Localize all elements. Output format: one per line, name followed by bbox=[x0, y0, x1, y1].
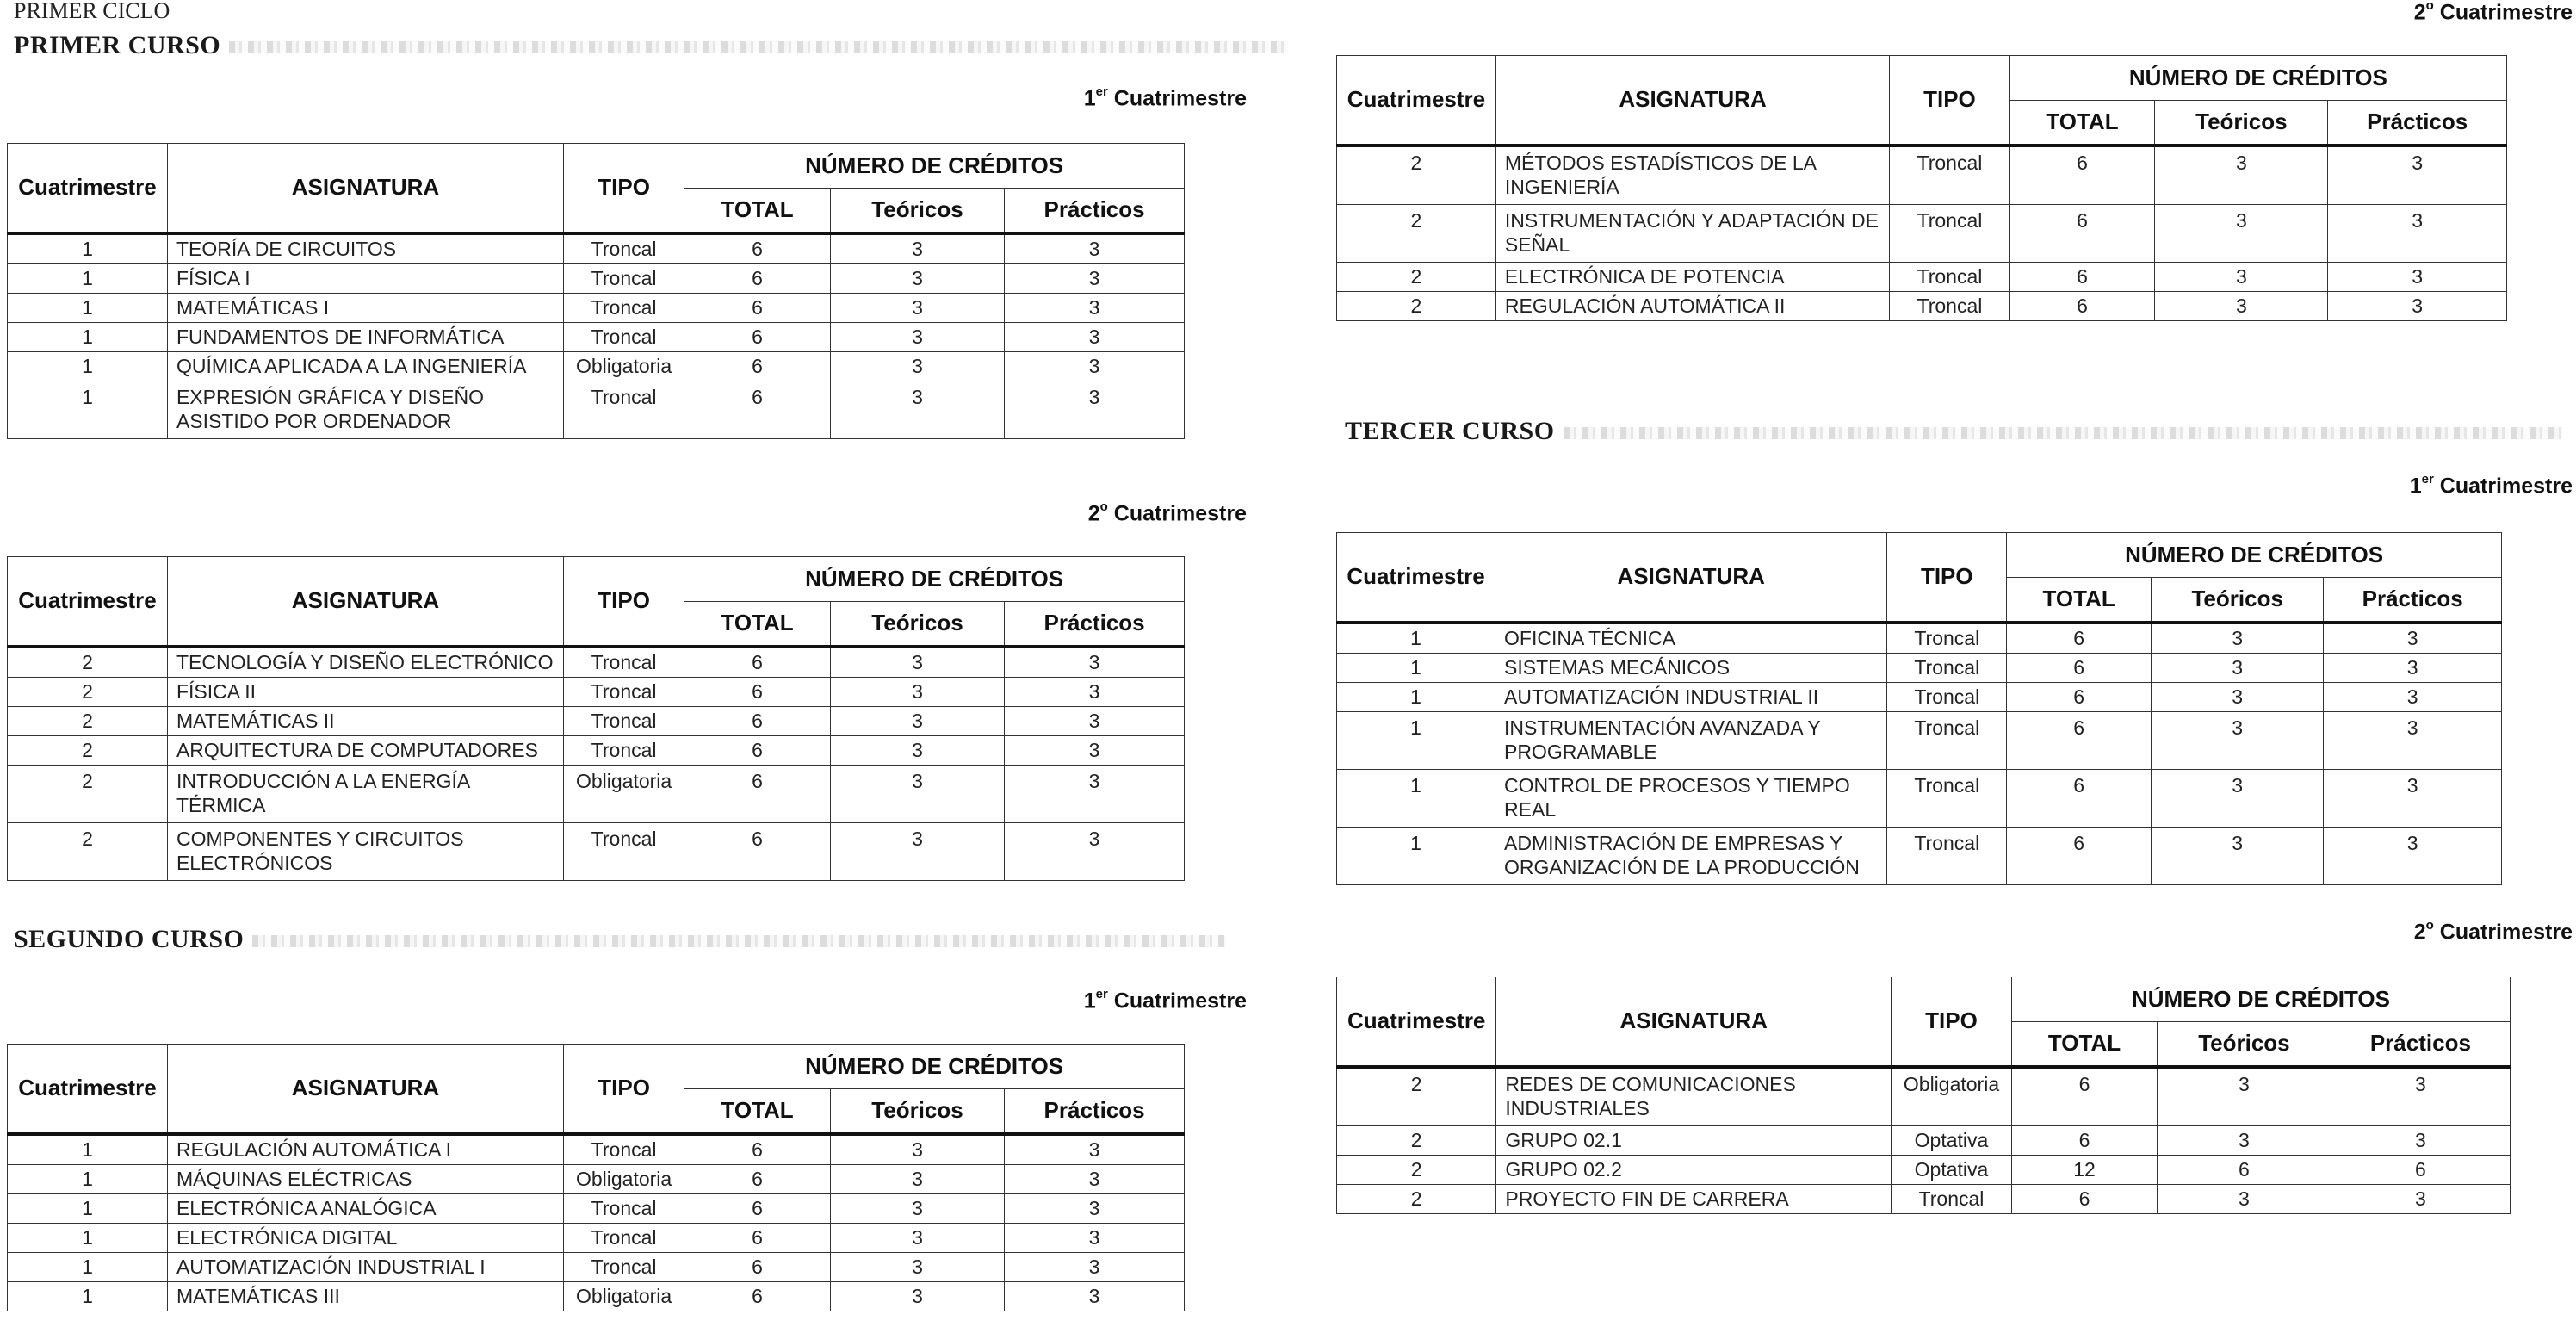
cell-teoricos: 3 bbox=[830, 735, 1004, 765]
cell-total: 6 bbox=[2007, 711, 2152, 769]
subjects-table bbox=[1336, 532, 2502, 885]
table-row bbox=[1337, 682, 2502, 711]
cell-cuatrimestre: 2 bbox=[1337, 204, 1496, 262]
cell-tipo: Obligatoria bbox=[563, 1164, 684, 1194]
table-row bbox=[1337, 653, 2502, 682]
cell-asignatura: QUÍMICA APLICADA A LA INGENIERÍA bbox=[167, 351, 563, 381]
cell-total: 6 bbox=[2011, 1125, 2157, 1155]
header-practicos: Prácticos bbox=[1005, 189, 1185, 233]
header-asignatura: ASIGNATURA bbox=[167, 557, 563, 647]
cell-cuatrimestre: 1 bbox=[8, 1194, 168, 1223]
cell-teoricos: 3 bbox=[830, 647, 1004, 678]
cell-asignatura: TECNOLOGÍA Y DISEÑO ELECTRÓNICO bbox=[167, 647, 563, 678]
table-header-row bbox=[1337, 977, 2511, 1022]
cell-cuatrimestre: 2 bbox=[8, 706, 168, 735]
cell-teoricos: 3 bbox=[830, 677, 1004, 706]
header-cuatrimestre: Cuatrimestre bbox=[8, 557, 168, 647]
cell-tipo: Troncal bbox=[563, 1194, 684, 1223]
cell-cuatrimestre: 2 bbox=[1337, 1184, 1496, 1213]
cell-practicos: 3 bbox=[2324, 827, 2502, 884]
cell-tipo: Troncal bbox=[1892, 1184, 2012, 1213]
cell-teoricos: 3 bbox=[2152, 711, 2324, 769]
cell-tipo: Troncal bbox=[1890, 146, 2009, 205]
cell-cuatrimestre: 2 bbox=[1337, 146, 1496, 205]
subjects-table bbox=[7, 1044, 1185, 1311]
cycle-heading: PRIMER CICLO bbox=[14, 0, 170, 23]
table-row bbox=[8, 677, 1185, 706]
cell-asignatura: GRUPO 02.1 bbox=[1496, 1125, 1892, 1155]
cell-asignatura: REGULACIÓN AUTOMÁTICA II bbox=[1495, 291, 1889, 320]
table-row bbox=[8, 1281, 1185, 1311]
cell-tipo: Troncal bbox=[1887, 653, 2007, 682]
cell-teoricos: 3 bbox=[2152, 827, 2324, 884]
quarter-heading: 2$^o$ Cuatrimestre bbox=[2413, 918, 2573, 945]
cell-total: 6 bbox=[684, 293, 831, 322]
cell-total: 6 bbox=[684, 677, 831, 706]
header-tipo: TIPO bbox=[1890, 56, 2009, 146]
table-row bbox=[8, 735, 1185, 765]
table-row bbox=[1337, 769, 2502, 827]
header-numero_creditos: NÚMERO DE CRÉDITOS bbox=[684, 144, 1185, 189]
cell-asignatura: MATEMÁTICAS I bbox=[167, 293, 563, 322]
cell-teoricos: 3 bbox=[2152, 769, 2324, 827]
cell-cuatrimestre: 1 bbox=[8, 264, 168, 293]
header-total: TOTAL bbox=[2007, 578, 2152, 623]
cell-cuatrimestre: 1 bbox=[1337, 827, 1495, 884]
cell-practicos: 3 bbox=[2324, 769, 2502, 827]
header-asignatura: ASIGNATURA bbox=[167, 144, 563, 233]
course-heading-text: SEGUNDO CURSO bbox=[14, 925, 245, 953]
cell-cuatrimestre: 2 bbox=[8, 765, 168, 822]
cell-asignatura: ARQUITECTURA DE COMPUTADORES bbox=[167, 735, 563, 765]
cell-tipo: Troncal bbox=[563, 1134, 684, 1165]
cell-cuatrimestre: 2 bbox=[1337, 1067, 1496, 1126]
cell-practicos: 3 bbox=[1005, 706, 1185, 735]
cell-teoricos: 3 bbox=[830, 351, 1004, 381]
cell-teoricos: 3 bbox=[830, 822, 1004, 880]
course-heading-primero bbox=[14, 31, 1288, 60]
cell-total: 6 bbox=[684, 706, 831, 735]
subjects-table bbox=[7, 143, 1185, 439]
table-row bbox=[1337, 1125, 2511, 1155]
table-row bbox=[1337, 291, 2507, 320]
cell-asignatura: PROYECTO FIN DE CARRERA bbox=[1496, 1184, 1892, 1213]
cell-teoricos: 3 bbox=[830, 706, 1004, 735]
cell-practicos: 3 bbox=[1005, 765, 1185, 822]
cell-tipo: Obligatoria bbox=[563, 765, 684, 822]
subjects-table bbox=[1336, 55, 2507, 321]
cell-teoricos: 3 bbox=[830, 1281, 1004, 1311]
cell-total: 6 bbox=[2007, 623, 2152, 654]
cell-total: 6 bbox=[2007, 682, 2152, 711]
cell-tipo: Troncal bbox=[1887, 623, 2007, 654]
cell-tipo: Troncal bbox=[1887, 711, 2007, 769]
header-tipo: TIPO bbox=[563, 144, 684, 233]
header-practicos: Prácticos bbox=[2328, 101, 2507, 146]
header-total: TOTAL bbox=[2009, 101, 2155, 146]
cell-cuatrimestre: 1 bbox=[8, 1164, 168, 1194]
quarter-heading: 1er Cuatrimestre bbox=[1083, 987, 1247, 1014]
cell-asignatura: OFICINA TÉCNICA bbox=[1495, 623, 1887, 654]
cell-total: 6 bbox=[684, 647, 831, 678]
cell-total: 6 bbox=[684, 735, 831, 765]
header-teoricos: Teóricos bbox=[2158, 1022, 2331, 1067]
header-teoricos: Teóricos bbox=[830, 1089, 1004, 1134]
cell-teoricos: 3 bbox=[2155, 262, 2328, 291]
cell-total: 6 bbox=[2009, 204, 2155, 262]
header-teoricos: Teóricos bbox=[830, 602, 1004, 647]
quarter-heading: 1er Cuatrimestre bbox=[2409, 472, 2573, 499]
cell-cuatrimestre: 2 bbox=[8, 735, 168, 765]
header-numero_creditos: NÚMERO DE CRÉDITOS bbox=[2009, 56, 2506, 101]
cell-teoricos: 3 bbox=[2155, 146, 2328, 205]
cell-asignatura: FÍSICA II bbox=[167, 677, 563, 706]
cell-total: 6 bbox=[684, 1134, 831, 1165]
table-row bbox=[8, 233, 1185, 264]
cell-asignatura: ELECTRÓNICA DIGITAL bbox=[167, 1223, 563, 1252]
table-row bbox=[1337, 204, 2507, 262]
table-row bbox=[8, 1252, 1185, 1281]
cell-cuatrimestre: 1 bbox=[1337, 682, 1495, 711]
cell-teoricos: 6 bbox=[2158, 1155, 2331, 1184]
cell-asignatura: REDES DE COMUNICACIONES INDUSTRIALES bbox=[1496, 1067, 1892, 1126]
cell-asignatura: INSTRUMENTACIÓN AVANZADA Y PROGRAMABLE bbox=[1495, 711, 1887, 769]
cell-asignatura: EXPRESIÓN GRÁFICA Y DISEÑO ASISTIDO POR ORDENADOR bbox=[167, 381, 563, 438]
cell-teoricos: 3 bbox=[2155, 291, 2328, 320]
table-row bbox=[1337, 1155, 2511, 1184]
cell-practicos: 3 bbox=[2328, 146, 2507, 205]
cell-tipo: Obligatoria bbox=[1892, 1067, 2012, 1126]
table-header-row bbox=[8, 1045, 1185, 1089]
cell-practicos: 3 bbox=[2324, 623, 2502, 654]
cell-tipo: Troncal bbox=[563, 1252, 684, 1281]
cell-tipo: Troncal bbox=[563, 322, 684, 351]
cell-practicos: 3 bbox=[1005, 1194, 1185, 1223]
table-row bbox=[1337, 827, 2502, 884]
cell-total: 6 bbox=[684, 1223, 831, 1252]
cell-practicos: 3 bbox=[2324, 682, 2502, 711]
cell-total: 6 bbox=[2009, 291, 2155, 320]
header-teoricos: Teóricos bbox=[830, 189, 1004, 233]
header-total: TOTAL bbox=[684, 189, 831, 233]
cell-practicos: 3 bbox=[1005, 1223, 1185, 1252]
cell-practicos: 3 bbox=[1005, 647, 1185, 678]
header-asignatura: ASIGNATURA bbox=[167, 1045, 563, 1134]
cell-practicos: 6 bbox=[2331, 1155, 2510, 1184]
header-numero_creditos: NÚMERO DE CRÉDITOS bbox=[684, 1045, 1185, 1089]
header-cuatrimestre: Cuatrimestre bbox=[8, 1045, 168, 1134]
cell-teoricos: 3 bbox=[2152, 623, 2324, 654]
cell-teoricos: 3 bbox=[830, 233, 1004, 264]
cell-tipo: Troncal bbox=[563, 677, 684, 706]
cell-practicos: 3 bbox=[1005, 351, 1185, 381]
table-row bbox=[8, 293, 1185, 322]
header-total: TOTAL bbox=[684, 1089, 831, 1134]
cell-asignatura: ELECTRÓNICA DE POTENCIA bbox=[1495, 262, 1889, 291]
cell-asignatura: MATEMÁTICAS II bbox=[167, 706, 563, 735]
cell-practicos: 3 bbox=[1005, 822, 1185, 880]
cell-total: 6 bbox=[684, 381, 831, 438]
cell-asignatura: AUTOMATIZACIÓN INDUSTRIAL II bbox=[1495, 682, 1887, 711]
course-heading-segundo bbox=[14, 925, 1225, 954]
cell-tipo: Troncal bbox=[563, 293, 684, 322]
course-heading-tercero bbox=[1345, 417, 2562, 446]
cell-total: 6 bbox=[684, 822, 831, 880]
course-heading-text: PRIMER CURSO bbox=[14, 31, 221, 59]
table-header-row bbox=[1337, 56, 2507, 101]
cell-asignatura: MÁQUINAS ELÉCTRICAS bbox=[167, 1164, 563, 1194]
cell-practicos: 3 bbox=[2328, 204, 2507, 262]
table-row bbox=[1337, 711, 2502, 769]
header-total: TOTAL bbox=[2011, 1022, 2157, 1067]
table-row bbox=[8, 1194, 1185, 1223]
header-cuatrimestre: Cuatrimestre bbox=[1337, 533, 1495, 623]
cell-practicos: 3 bbox=[1005, 293, 1185, 322]
cell-tipo: Obligatoria bbox=[563, 1281, 684, 1311]
cell-cuatrimestre: 2 bbox=[1337, 291, 1496, 320]
cell-total: 6 bbox=[684, 1252, 831, 1281]
cell-teoricos: 3 bbox=[830, 1194, 1004, 1223]
table-row bbox=[8, 1223, 1185, 1252]
cell-tipo: Troncal bbox=[563, 706, 684, 735]
cell-total: 6 bbox=[2009, 262, 2155, 291]
cell-asignatura: ADMINISTRACIÓN DE EMPRESAS Y ORGANIZACIÓN DE LA PRODUCCIÓN bbox=[1495, 827, 1887, 884]
table-row bbox=[8, 264, 1185, 293]
cell-cuatrimestre: 1 bbox=[8, 233, 168, 264]
cell-practicos: 3 bbox=[2331, 1067, 2510, 1126]
cell-tipo: Troncal bbox=[563, 647, 684, 678]
cell-total: 6 bbox=[684, 1164, 831, 1194]
cell-cuatrimestre: 1 bbox=[1337, 653, 1495, 682]
header-numero_creditos: NÚMERO DE CRÉDITOS bbox=[2007, 533, 2502, 578]
cell-practicos: 3 bbox=[1005, 1134, 1185, 1165]
cell-cuatrimestre: 1 bbox=[8, 1134, 168, 1165]
header-tipo: TIPO bbox=[563, 557, 684, 647]
table-header-row bbox=[8, 144, 1185, 189]
scan-smudge bbox=[1564, 427, 2562, 439]
cell-tipo: Troncal bbox=[1887, 827, 2007, 884]
cell-asignatura: INSTRUMENTACIÓN Y ADAPTACIÓN DE SEÑAL bbox=[1495, 204, 1889, 262]
cell-practicos: 3 bbox=[2331, 1184, 2510, 1213]
table-row bbox=[8, 322, 1185, 351]
cell-cuatrimestre: 2 bbox=[8, 822, 168, 880]
cell-tipo: Troncal bbox=[1890, 262, 2009, 291]
cell-practicos: 3 bbox=[1005, 233, 1185, 264]
cell-tipo: Troncal bbox=[1887, 682, 2007, 711]
table-row bbox=[8, 381, 1185, 438]
cell-teoricos: 3 bbox=[830, 264, 1004, 293]
header-numero_creditos: NÚMERO DE CRÉDITOS bbox=[684, 557, 1185, 602]
cell-practicos: 3 bbox=[2328, 262, 2507, 291]
cell-cuatrimestre: 1 bbox=[8, 293, 168, 322]
header-teoricos: Teóricos bbox=[2155, 101, 2328, 146]
header-practicos: Prácticos bbox=[2331, 1022, 2510, 1067]
cell-cuatrimestre: 2 bbox=[1337, 262, 1496, 291]
table-row bbox=[1337, 1184, 2511, 1213]
cell-practicos: 3 bbox=[2324, 653, 2502, 682]
table-row bbox=[8, 1164, 1185, 1194]
cell-cuatrimestre: 1 bbox=[1337, 769, 1495, 827]
cell-cuatrimestre: 2 bbox=[1337, 1155, 1496, 1184]
cell-tipo: Troncal bbox=[563, 264, 684, 293]
cell-total: 6 bbox=[684, 1194, 831, 1223]
cell-asignatura: INTRODUCCIÓN A LA ENERGÍA TÉRMICA bbox=[167, 765, 563, 822]
cell-practicos: 3 bbox=[1005, 322, 1185, 351]
cell-cuatrimestre: 1 bbox=[8, 1281, 168, 1311]
subjects-table bbox=[7, 556, 1185, 881]
cell-tipo: Troncal bbox=[563, 233, 684, 264]
cell-cuatrimestre: 1 bbox=[8, 1252, 168, 1281]
cell-cuatrimestre: 1 bbox=[8, 351, 168, 381]
header-tipo: TIPO bbox=[563, 1045, 684, 1134]
cell-tipo: Troncal bbox=[563, 822, 684, 880]
cell-cuatrimestre: 2 bbox=[8, 647, 168, 678]
cell-asignatura: GRUPO 02.2 bbox=[1496, 1155, 1892, 1184]
cell-asignatura: MÉTODOS ESTADÍSTICOS DE LA INGENIERÍA bbox=[1495, 146, 1889, 205]
cell-asignatura: FÍSICA I bbox=[167, 264, 563, 293]
cell-asignatura: TEORÍA DE CIRCUITOS bbox=[167, 233, 563, 264]
subjects-table bbox=[1336, 976, 2511, 1214]
cell-cuatrimestre: 2 bbox=[8, 677, 168, 706]
cell-practicos: 3 bbox=[1005, 1281, 1185, 1311]
cell-tipo: Optativa bbox=[1892, 1125, 2012, 1155]
cell-cuatrimestre: 2 bbox=[1337, 1125, 1496, 1155]
cell-practicos: 3 bbox=[2324, 711, 2502, 769]
cell-practicos: 3 bbox=[1005, 264, 1185, 293]
cell-tipo: Optativa bbox=[1892, 1155, 2012, 1184]
table-row bbox=[1337, 1067, 2511, 1126]
cell-teoricos: 3 bbox=[2155, 204, 2328, 262]
cell-cuatrimestre: 1 bbox=[8, 381, 168, 438]
table-row bbox=[8, 765, 1185, 822]
quarter-heading: 2$^o$ Cuatrimestre bbox=[2413, 0, 2573, 25]
header-asignatura: ASIGNATURA bbox=[1495, 56, 1889, 146]
table-row bbox=[8, 706, 1185, 735]
cell-cuatrimestre: 1 bbox=[1337, 711, 1495, 769]
cell-total: 6 bbox=[684, 233, 831, 264]
table-header-row bbox=[8, 557, 1185, 602]
cell-total: 6 bbox=[2007, 769, 2152, 827]
cell-teoricos: 3 bbox=[830, 322, 1004, 351]
cell-tipo: Troncal bbox=[563, 1223, 684, 1252]
cell-asignatura: COMPONENTES Y CIRCUITOS ELECTRÓNICOS bbox=[167, 822, 563, 880]
cell-asignatura: ELECTRÓNICA ANALÓGICA bbox=[167, 1194, 563, 1223]
cell-asignatura: REGULACIÓN AUTOMÁTICA I bbox=[167, 1134, 563, 1165]
cell-practicos: 3 bbox=[1005, 735, 1185, 765]
cell-teoricos: 3 bbox=[830, 1134, 1004, 1165]
cell-practicos: 3 bbox=[1005, 677, 1185, 706]
header-cuatrimestre: Cuatrimestre bbox=[1337, 977, 1496, 1067]
header-total: TOTAL bbox=[684, 602, 831, 647]
course-heading-text: TERCER CURSO bbox=[1345, 417, 1555, 445]
header-asignatura: ASIGNATURA bbox=[1496, 977, 1892, 1067]
cell-teoricos: 3 bbox=[2152, 682, 2324, 711]
cell-asignatura: FUNDAMENTOS DE INFORMÁTICA bbox=[167, 322, 563, 351]
cell-teoricos: 3 bbox=[2158, 1067, 2331, 1126]
header-practicos: Prácticos bbox=[1005, 1089, 1185, 1134]
header-cuatrimestre: Cuatrimestre bbox=[1337, 56, 1496, 146]
cell-total: 6 bbox=[2011, 1067, 2157, 1126]
cell-practicos: 3 bbox=[2328, 291, 2507, 320]
table-header-row bbox=[1337, 533, 2502, 578]
cell-cuatrimestre: 1 bbox=[8, 322, 168, 351]
cell-teoricos: 3 bbox=[830, 1252, 1004, 1281]
cell-teoricos: 3 bbox=[830, 381, 1004, 438]
cell-teoricos: 3 bbox=[830, 765, 1004, 822]
cell-tipo: Troncal bbox=[1890, 291, 2009, 320]
cell-total: 6 bbox=[2011, 1184, 2157, 1213]
cell-tipo: Troncal bbox=[1890, 204, 2009, 262]
cell-asignatura: MATEMÁTICAS III bbox=[167, 1281, 563, 1311]
table-row bbox=[8, 647, 1185, 678]
table-row bbox=[8, 351, 1185, 381]
cell-teoricos: 3 bbox=[830, 1164, 1004, 1194]
header-numero_creditos: NÚMERO DE CRÉDITOS bbox=[2011, 977, 2510, 1022]
table-row bbox=[8, 822, 1185, 880]
header-tipo: TIPO bbox=[1887, 533, 2007, 623]
header-practicos: Prácticos bbox=[2324, 578, 2502, 623]
quarter-heading: 2$^o$ Cuatrimestre bbox=[1087, 499, 1247, 526]
cell-tipo: Troncal bbox=[563, 381, 684, 438]
cell-total: 6 bbox=[684, 765, 831, 822]
cell-asignatura: CONTROL DE PROCESOS Y TIEMPO REAL bbox=[1495, 769, 1887, 827]
cell-cuatrimestre: 1 bbox=[1337, 623, 1495, 654]
cell-total: 6 bbox=[684, 351, 831, 381]
header-tipo: TIPO bbox=[1892, 977, 2012, 1067]
cell-practicos: 3 bbox=[2331, 1125, 2510, 1155]
cell-practicos: 3 bbox=[1005, 1164, 1185, 1194]
scan-smudge bbox=[229, 41, 1288, 53]
cell-total: 12 bbox=[2011, 1155, 2157, 1184]
cell-total: 6 bbox=[2007, 653, 2152, 682]
cell-teoricos: 3 bbox=[830, 293, 1004, 322]
table-row bbox=[1337, 262, 2507, 291]
cell-teoricos: 3 bbox=[2152, 653, 2324, 682]
cell-asignatura: AUTOMATIZACIÓN INDUSTRIAL I bbox=[167, 1252, 563, 1281]
cell-total: 6 bbox=[684, 1281, 831, 1311]
cell-tipo: Troncal bbox=[1887, 769, 2007, 827]
table-row bbox=[8, 1134, 1185, 1165]
cell-tipo: Troncal bbox=[563, 735, 684, 765]
cell-asignatura: SISTEMAS MECÁNICOS bbox=[1495, 653, 1887, 682]
table-row bbox=[1337, 623, 2502, 654]
scan-smudge bbox=[252, 935, 1225, 947]
cell-teoricos: 3 bbox=[830, 1223, 1004, 1252]
quarter-heading: 1er Cuatrimestre bbox=[1083, 84, 1247, 111]
cell-total: 6 bbox=[684, 322, 831, 351]
header-cuatrimestre: Cuatrimestre bbox=[8, 144, 168, 233]
cell-total: 6 bbox=[2007, 827, 2152, 884]
cell-total: 6 bbox=[684, 264, 831, 293]
header-practicos: Prácticos bbox=[1005, 602, 1185, 647]
cell-teoricos: 3 bbox=[2158, 1184, 2331, 1213]
cell-cuatrimestre: 1 bbox=[8, 1223, 168, 1252]
header-teoricos: Teóricos bbox=[2152, 578, 2324, 623]
cell-practicos: 3 bbox=[1005, 381, 1185, 438]
cell-teoricos: 3 bbox=[2158, 1125, 2331, 1155]
header-asignatura: ASIGNATURA bbox=[1495, 533, 1887, 623]
cell-practicos: 3 bbox=[1005, 1252, 1185, 1281]
cell-tipo: Obligatoria bbox=[563, 351, 684, 381]
table-row bbox=[1337, 146, 2507, 205]
cell-total: 6 bbox=[2009, 146, 2155, 205]
